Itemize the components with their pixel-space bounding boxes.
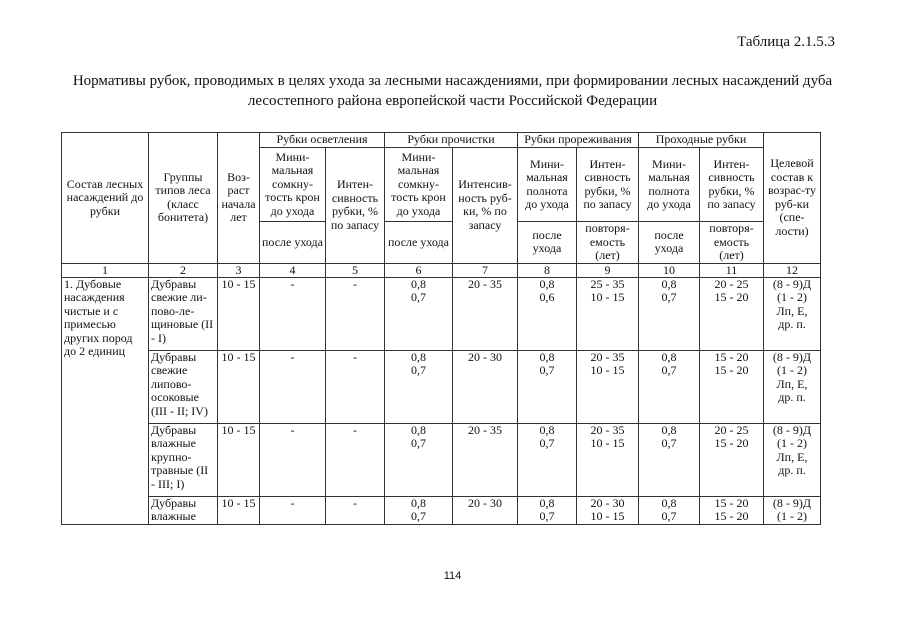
cell-min-closure-proch: 0,8 0,7 <box>385 423 453 496</box>
header-composition: Состав лесных насаждений до рубки <box>62 133 149 264</box>
norms-table <box>61 132 821 525</box>
cell-min-closure-proch: 0,8 0,7 <box>385 496 453 524</box>
cell-forest-type: Дубравы свежие липово-осоковые (III - II; IV) <box>149 350 218 423</box>
header-intensity-4: Интен-сивность рубки, % по запасу <box>700 148 764 222</box>
cell-forest-type: Дубравы свежие ли-пово-ле-щиновые (II - I) <box>149 277 218 350</box>
title-line-2: лесостепного района европейской части Российской Федерации <box>247 93 658 109</box>
cell-min-density-prokh: 0,8 0,7 <box>639 350 700 423</box>
cell-min-closure-osv: - <box>260 277 326 350</box>
cell-intensity-prokh: 15 - 20 15 - 20 <box>700 496 764 524</box>
cell-intensity-proch: 20 - 30 <box>453 496 518 524</box>
header-target-composition: Целевой состав к возрас-ту руб-ки (спе-лости) <box>764 133 821 264</box>
header-forest-type: Группы типов леса (класс бонитета) <box>149 133 218 264</box>
cell-forest-type: Дубравы влажные крупно-травные (II - III; I) <box>149 423 218 496</box>
header-intensity-1: Интен-сивность рубки, % по запасу <box>326 148 385 264</box>
page-number: 114 <box>443 570 462 582</box>
cell-min-closure-osv: - <box>260 423 326 496</box>
cell-age: 10 - 15 <box>218 277 260 350</box>
col-number: 9 <box>577 263 639 277</box>
cell-intensity-proch: 20 - 35 <box>453 423 518 496</box>
header-after-care-4: после ухода <box>639 222 700 264</box>
cell-intensity-prorej: 25 - 35 10 - 15 <box>577 277 639 350</box>
cell-target-composition: (8 - 9)Д (1 - 2) Лп, Е, др. п. <box>764 277 821 350</box>
col-number: 1 <box>62 263 149 277</box>
cell-min-density-prorej: 0,8 0,7 <box>518 350 577 423</box>
cell-intensity-prorej: 20 - 35 10 - 15 <box>577 423 639 496</box>
cell-min-density-prorej: 0,8 0,7 <box>518 496 577 524</box>
cell-min-closure-proch: 0,8 0,7 <box>385 350 453 423</box>
cell-target-composition: (8 - 9)Д (1 - 2) <box>764 496 821 524</box>
cell-intensity-prokh: 15 - 20 15 - 20 <box>700 350 764 423</box>
col-number: 11 <box>700 263 764 277</box>
cell-intensity-proch: 20 - 30 <box>453 350 518 423</box>
cell-intensity-prokh: 20 - 25 15 - 20 <box>700 423 764 496</box>
header-group-prokhodnye: Проходные рубки <box>639 133 764 148</box>
header-repeatability-1: повторя-емость (лет) <box>577 222 639 264</box>
cell-intensity-proch: 20 - 35 <box>453 277 518 350</box>
cell-min-density-prorej: 0,8 0,6 <box>518 277 577 350</box>
col-number: 8 <box>518 263 577 277</box>
cell-age: 10 - 15 <box>218 496 260 524</box>
header-group-osvetlenie: Рубки осветления <box>260 133 385 148</box>
cell-intensity-prokh: 20 - 25 15 - 20 <box>700 277 764 350</box>
col-number: 10 <box>639 263 700 277</box>
header-group-prochistka: Рубки прочистки <box>385 133 518 148</box>
cell-intensity-prorej: 20 - 35 10 - 15 <box>577 350 639 423</box>
header-min-density-1: Мини-мальная полнота до ухода <box>518 148 577 222</box>
col-number: 2 <box>149 263 218 277</box>
cell-intensity-osv: - <box>326 350 385 423</box>
cell-intensity-osv: - <box>326 496 385 524</box>
cell-min-closure-osv: - <box>260 350 326 423</box>
cell-min-density-prokh: 0,8 0,7 <box>639 423 700 496</box>
title-line-1: Нормативы рубок, проводимых в целях ухода за лесными насаждениями, при формировании лесных насаждений дуба <box>72 73 833 89</box>
cell-target-composition: (8 - 9)Д (1 - 2) Лп, Е, др. п. <box>764 423 821 496</box>
cell-intensity-osv: - <box>326 277 385 350</box>
cell-age: 10 - 15 <box>218 350 260 423</box>
header-min-density-2: Мини-мальная полнота до ухода <box>639 148 700 222</box>
header-start-age: Воз-раст начала лет <box>218 133 260 264</box>
cell-min-closure-proch: 0,8 0,7 <box>385 277 453 350</box>
cell-intensity-prorej: 20 - 30 10 - 15 <box>577 496 639 524</box>
cell-min-density-prokh: 0,8 0,7 <box>639 277 700 350</box>
cell-composition: 1. Дубовые насаждения чистые и с примесью других пород до 2 единиц <box>62 277 149 524</box>
header-intensity-3: Интен-сивность рубки, % по запасу <box>577 148 639 222</box>
table-title <box>40 71 865 111</box>
col-number: 6 <box>385 263 453 277</box>
cell-min-density-prokh: 0,8 0,7 <box>639 496 700 524</box>
cell-min-density-prorej: 0,8 0,7 <box>518 423 577 496</box>
col-number: 5 <box>326 263 385 277</box>
header-after-care-1: после ухода <box>260 222 326 264</box>
table-number: Таблица 2.1.5.3 <box>737 34 835 50</box>
cell-intensity-osv: - <box>326 423 385 496</box>
header-group-prorezhivanie: Рубки прореживания <box>518 133 639 148</box>
cell-forest-type: Дубравы влажные <box>149 496 218 524</box>
cell-target-composition: (8 - 9)Д (1 - 2) Лп, Е, др. п. <box>764 350 821 423</box>
header-intensity-2: Интенсив-ность руб-ки, % по запасу <box>453 148 518 264</box>
col-number: 7 <box>453 263 518 277</box>
header-after-care-2: после ухода <box>385 222 453 264</box>
cell-min-closure-osv: - <box>260 496 326 524</box>
header-min-closure-2: Мини-мальная сомкну-тость крон до ухода <box>385 148 453 222</box>
header-min-closure-1: Мини-мальная сомкну-тость крон до ухода <box>260 148 326 222</box>
col-number: 3 <box>218 263 260 277</box>
header-after-care-3: после ухода <box>518 222 577 264</box>
col-number: 12 <box>764 263 821 277</box>
col-number: 4 <box>260 263 326 277</box>
header-repeatability-2: повторя-емость (лет) <box>700 222 764 264</box>
cell-age: 10 - 15 <box>218 423 260 496</box>
